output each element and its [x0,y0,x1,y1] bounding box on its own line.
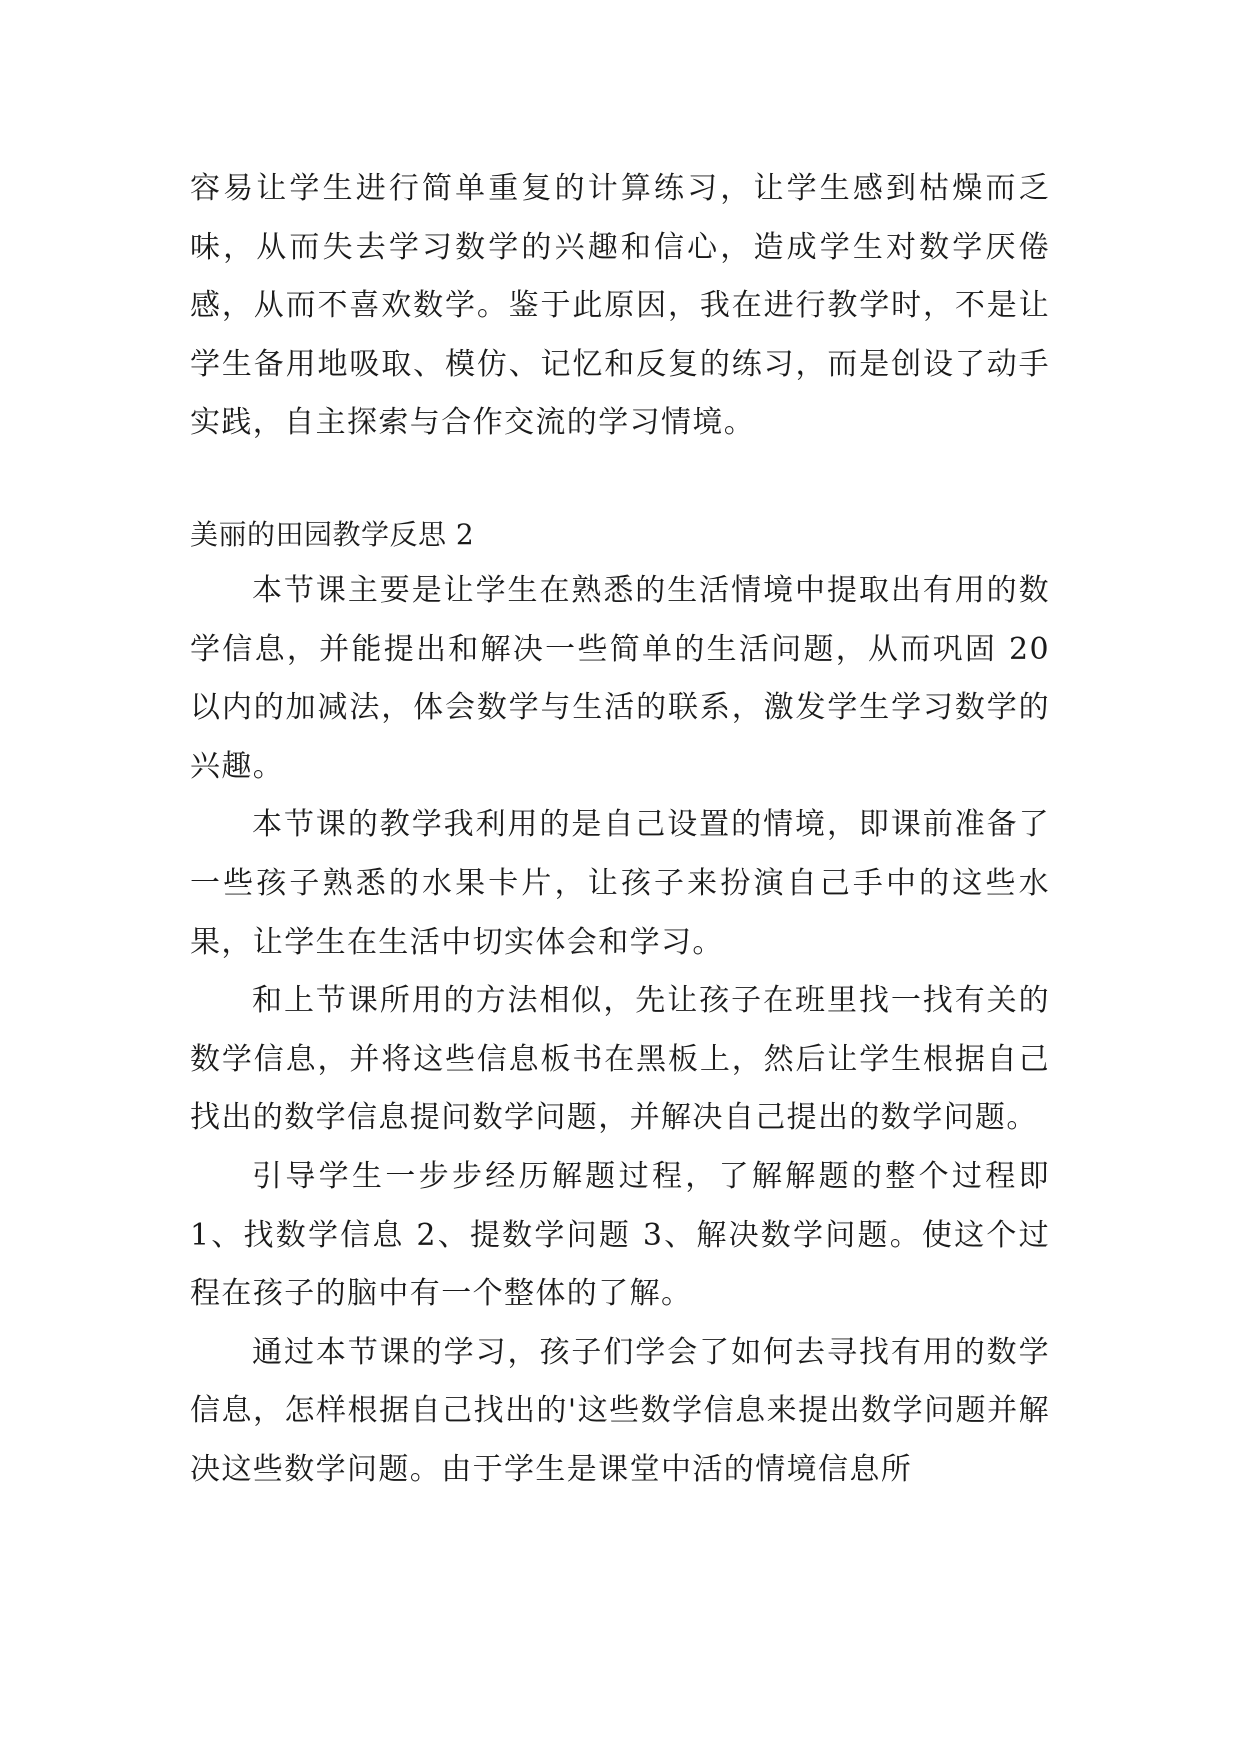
intro-paragraph: 容易让学生进行简单重复的计算练习，让学生感到枯燥而乏味，从而失去学习数学的兴趣和信心，造成学生对数学厌倦感，从而不喜欢数学。鉴于此原因，我在进行教学时，不是让学生备用地吸取、模仿、记忆和反复的练习，而是创设了动手实践，自主探索与合作交流的学习情境。 [190,171,1050,441]
body-paragraph: 和上节课所用的方法相似，先让孩子在班里找一找有关的数学信息，并将这些信息板书在黑板上，然后让学生根据自己找出的数学信息提问数学问题，并解决自己提出的数学问题。 [190,983,1050,1136]
section-body [190,562,1050,1500]
body-paragraph: 本节课主要是让学生在熟悉的生活情境中提取出有用的数学信息，并能提出和解决一些简单的生活问题，从而巩固 20 以内的加减法，体会数学与生活的联系，激发学生学习数学的兴趣。 [190,573,1050,784]
body-paragraph: 通过本节课的学习，孩子们学会了如何去寻找有用的数学信息，怎样根据自己找出的'这些数学信息来提出数学问题并解决这些数学问题。由于学生是课堂中活的情境信息所 [190,1334,1050,1487]
body-paragraph: 引导学生一步步经历解题过程，了解解题的整个过程即 1、找数学信息 2、提数学问题 3、解决数学问题。使这个过程在孩子的脑中有一个整体的了解。 [190,1158,1050,1312]
section-heading: 美丽的田园教学反思 2 [190,518,475,551]
body-paragraph: 本节课的教学我利用的是自己设置的情境，即课前准备了一些孩子熟悉的水果卡片，让孩子来扮演自己手中的这些水果，让学生在生活中切实体会和学习。 [190,807,1050,960]
